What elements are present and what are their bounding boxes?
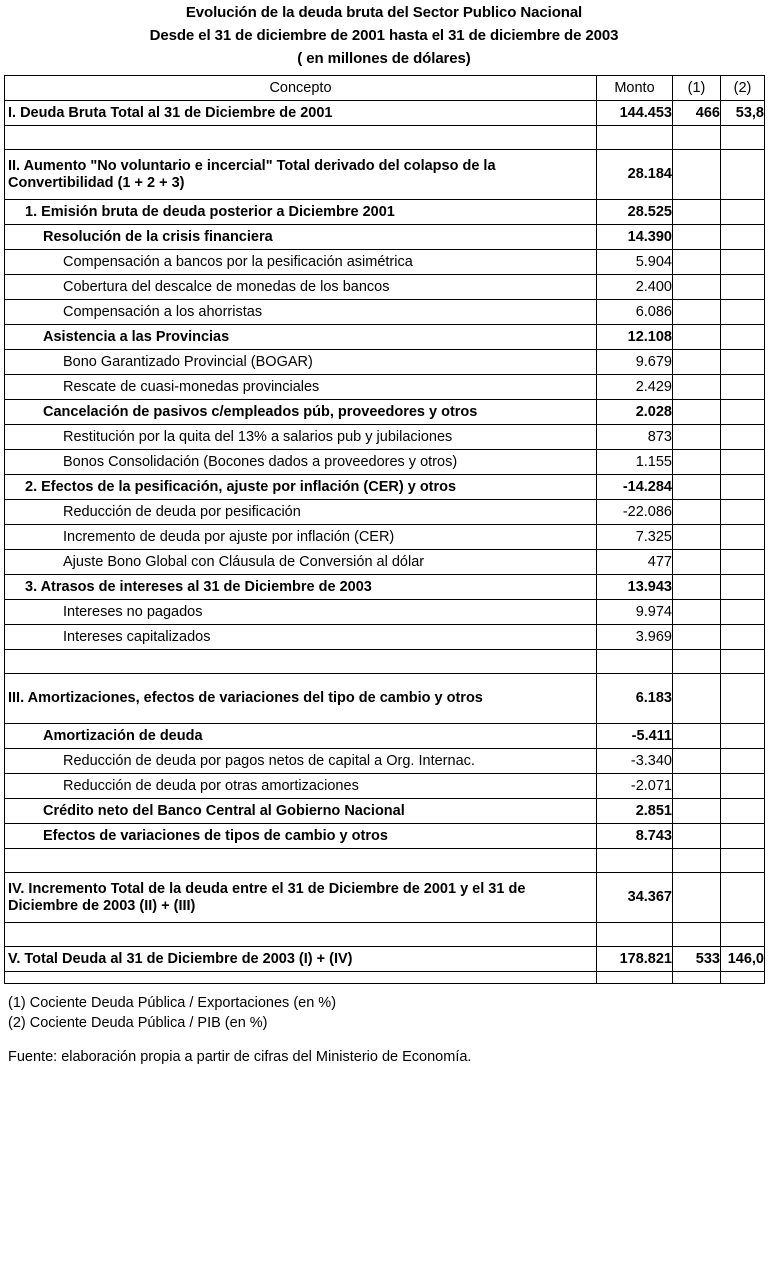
cell-n2 [721,849,765,873]
cell-concepto: 1. Emisión bruta de deuda posterior a Diciembre 2001 [5,200,597,225]
cell-n2 [721,873,765,923]
cell-concepto: V. Total Deuda al 31 de Diciembre de 2003 (I) + (IV) [5,947,597,972]
table-row [5,724,765,749]
cell-monto: 7.325 [597,525,673,550]
cell-n2 [721,650,765,674]
cell-n2 [721,550,765,575]
table-row [5,947,765,972]
cell-n1 [673,275,721,300]
cell-concepto: Crédito neto del Banco Central al Gobierno Nacional [5,799,597,824]
table-row [5,625,765,650]
cell-concepto: II. Aumento "No voluntario e incercial" Total derivado del colapso de la Convertibilidad (1 + 2 + 3) [5,150,597,200]
footnote-2: (2) Cociente Deuda Pública / PIB (en %) [8,1015,268,1031]
cell-concepto: IV. Incremento Total de la deuda entre el 31 de Diciembre de 2001 y el 31 de Diciembre de 2003 (II) + (III) [5,873,597,923]
column-header-note1: (1) [673,76,721,101]
table-title [4,0,764,70]
table-row [5,350,765,375]
cell-n2 [721,600,765,625]
cell-n1 [673,625,721,650]
cell-monto: 178.821 [597,947,673,972]
cell-n2 [721,749,765,774]
cell-n2 [721,425,765,450]
cell-monto: 12.108 [597,325,673,350]
cell-concepto: Reducción de deuda por pesificación [5,500,597,525]
cell-n1: 466 [673,101,721,126]
cell-n1 [673,425,721,450]
cell-n2 [721,799,765,824]
table-body [5,101,765,984]
cell-n1 [673,972,721,984]
cell-monto: -2.071 [597,774,673,799]
cell-n2 [721,150,765,200]
cell-monto: 2.400 [597,275,673,300]
cell-concepto: Rescate de cuasi-monedas provinciales [5,375,597,400]
table-row [5,400,765,425]
table-row [5,450,765,475]
cell-n1 [673,799,721,824]
cell-monto: 14.390 [597,225,673,250]
cell-monto: 873 [597,425,673,450]
cell-n2 [721,275,765,300]
cell-concepto: Bonos Consolidación (Bocones dados a proveedores y otros) [5,450,597,475]
cell-n1 [673,873,721,923]
cell-n2 [721,824,765,849]
cell-n1 [673,550,721,575]
cell-monto: 2.851 [597,799,673,824]
table-row [5,300,765,325]
cell-monto: 9.974 [597,600,673,625]
cell-monto: 34.367 [597,873,673,923]
table-row [5,500,765,525]
cell-monto [597,972,673,984]
cell-concepto [5,849,597,873]
cell-n2 [721,400,765,425]
cell-n1 [673,525,721,550]
cell-n2 [721,300,765,325]
table-spacer-row [5,126,765,150]
cell-n2 [721,375,765,400]
table-row [5,101,765,126]
table-row [5,525,765,550]
table-row [5,873,765,923]
table-row [5,325,765,350]
cell-n1 [673,824,721,849]
cell-monto: 5.904 [597,250,673,275]
table-row [5,250,765,275]
table-row [5,749,765,774]
table-spacer-row [5,923,765,947]
cell-n2 [721,126,765,150]
cell-monto: 13.943 [597,575,673,600]
table-row [5,799,765,824]
cell-n2 [721,724,765,749]
cell-monto: 9.679 [597,350,673,375]
cell-n2 [721,325,765,350]
cell-n2: 146,0 [721,947,765,972]
cell-concepto: Incremento de deuda por ajuste por inflación (CER) [5,525,597,550]
cell-monto: 1.155 [597,450,673,475]
cell-concepto: Efectos de variaciones de tipos de cambio y otros [5,824,597,849]
cell-concepto: Reducción de deuda por otras amortizaciones [5,774,597,799]
cell-concepto: Asistencia a las Provincias [5,325,597,350]
cell-n2 [721,500,765,525]
table-spacer-row [5,650,765,674]
cell-n2 [721,972,765,984]
cell-concepto: I. Deuda Bruta Total al 31 de Diciembre de 2001 [5,101,597,126]
cell-n2 [721,674,765,724]
source-note: Fuente: elaboración propia a partir de cifras del Ministerio de Economía. [8,1049,472,1065]
cell-concepto [5,923,597,947]
footnote-1: (1) Cociente Deuda Pública / Exportaciones (en %) [8,995,337,1011]
table-row [5,600,765,625]
cell-concepto: Compensación a los ahorristas [5,300,597,325]
cell-monto: 144.453 [597,101,673,126]
cell-n1 [673,475,721,500]
table-row [5,225,765,250]
table-spacer-row [5,849,765,873]
table-row [5,475,765,500]
cell-concepto: 3. Atrasos de intereses al 31 de Diciembre de 2003 [5,575,597,600]
cell-n1 [673,150,721,200]
cell-n2 [721,774,765,799]
column-header-monto: Monto [597,76,673,101]
cell-monto: -5.411 [597,724,673,749]
cell-monto: 8.743 [597,824,673,849]
cell-monto: 2.028 [597,400,673,425]
cell-n2 [721,923,765,947]
cell-n1 [673,225,721,250]
footnotes-block [4,993,764,1033]
cell-concepto: Cancelación de pasivos c/empleados púb, proveedores y otros [5,400,597,425]
cell-concepto: Reducción de deuda por pagos netos de capital a Org. Internac. [5,749,597,774]
cell-concepto [5,126,597,150]
cell-concepto: 2. Efectos de la pesificación, ajuste por inflación (CER) y otros [5,475,597,500]
cell-concepto: Compensación a bancos por la pesificación asimétrica [5,250,597,275]
cell-n1 [673,923,721,947]
cell-n1 [673,650,721,674]
cell-n2 [721,250,765,275]
column-header-concepto: Concepto [5,76,597,101]
cell-n1 [673,250,721,275]
cell-monto: -14.284 [597,475,673,500]
cell-n1 [673,774,721,799]
cell-n1 [673,300,721,325]
cell-n1 [673,200,721,225]
cell-monto: 28.184 [597,150,673,200]
cell-n1 [673,674,721,724]
cell-n2 [721,475,765,500]
cell-monto: 6.183 [597,674,673,724]
cell-n2 [721,200,765,225]
cell-n2 [721,575,765,600]
cell-concepto: III. Amortizaciones, efectos de variaciones del tipo de cambio y otros [5,674,597,724]
table-header [5,76,765,101]
table-spacer-row [5,972,765,984]
cell-n1 [673,724,721,749]
table-row [5,275,765,300]
cell-concepto: Amortización de deuda [5,724,597,749]
cell-n1 [673,450,721,475]
cell-monto: -22.086 [597,500,673,525]
cell-n2 [721,350,765,375]
cell-monto: 28.525 [597,200,673,225]
cell-n1 [673,126,721,150]
cell-n1 [673,575,721,600]
cell-monto [597,923,673,947]
cell-n1 [673,500,721,525]
table-row [5,200,765,225]
cell-monto: 6.086 [597,300,673,325]
cell-monto [597,126,673,150]
title-line-2: Desde el 31 de diciembre de 2001 hasta el 31 de diciembre de 2003 [149,27,619,44]
cell-n1 [673,749,721,774]
cell-n1 [673,400,721,425]
table-row [5,774,765,799]
table-row [5,150,765,200]
cell-concepto: Resolución de la crisis financiera [5,225,597,250]
title-line-3: ( en millones de dólares) [297,50,471,67]
debt-evolution-table [4,75,765,984]
cell-n1 [673,600,721,625]
column-header-note2: (2) [721,76,765,101]
title-line-1: Evolución de la deuda bruta del Sector Publico Nacional [185,4,583,21]
table-row [5,575,765,600]
table-row [5,375,765,400]
table-row [5,824,765,849]
cell-monto: 477 [597,550,673,575]
cell-n2 [721,625,765,650]
cell-n2 [721,450,765,475]
cell-n2 [721,225,765,250]
cell-n1 [673,325,721,350]
cell-n1 [673,375,721,400]
cell-concepto: Restitución por la quita del 13% a salarios pub y jubilaciones [5,425,597,450]
cell-n1: 533 [673,947,721,972]
cell-concepto [5,650,597,674]
cell-concepto: Ajuste Bono Global con Cláusula de Conversión al dólar [5,550,597,575]
table-header-row [5,76,765,101]
table-row [5,425,765,450]
cell-concepto: Cobertura del descalce de monedas de los bancos [5,275,597,300]
cell-concepto: Intereses capitalizados [5,625,597,650]
cell-n2: 53,8 [721,101,765,126]
cell-concepto: Intereses no pagados [5,600,597,625]
cell-monto [597,849,673,873]
table-row [5,674,765,724]
table-row [5,550,765,575]
cell-n1 [673,849,721,873]
cell-concepto: Bono Garantizado Provincial (BOGAR) [5,350,597,375]
cell-monto: 2.429 [597,375,673,400]
cell-monto [597,650,673,674]
cell-n1 [673,350,721,375]
cell-n2 [721,525,765,550]
cell-concepto [5,972,597,984]
cell-monto: -3.340 [597,749,673,774]
cell-monto: 3.969 [597,625,673,650]
